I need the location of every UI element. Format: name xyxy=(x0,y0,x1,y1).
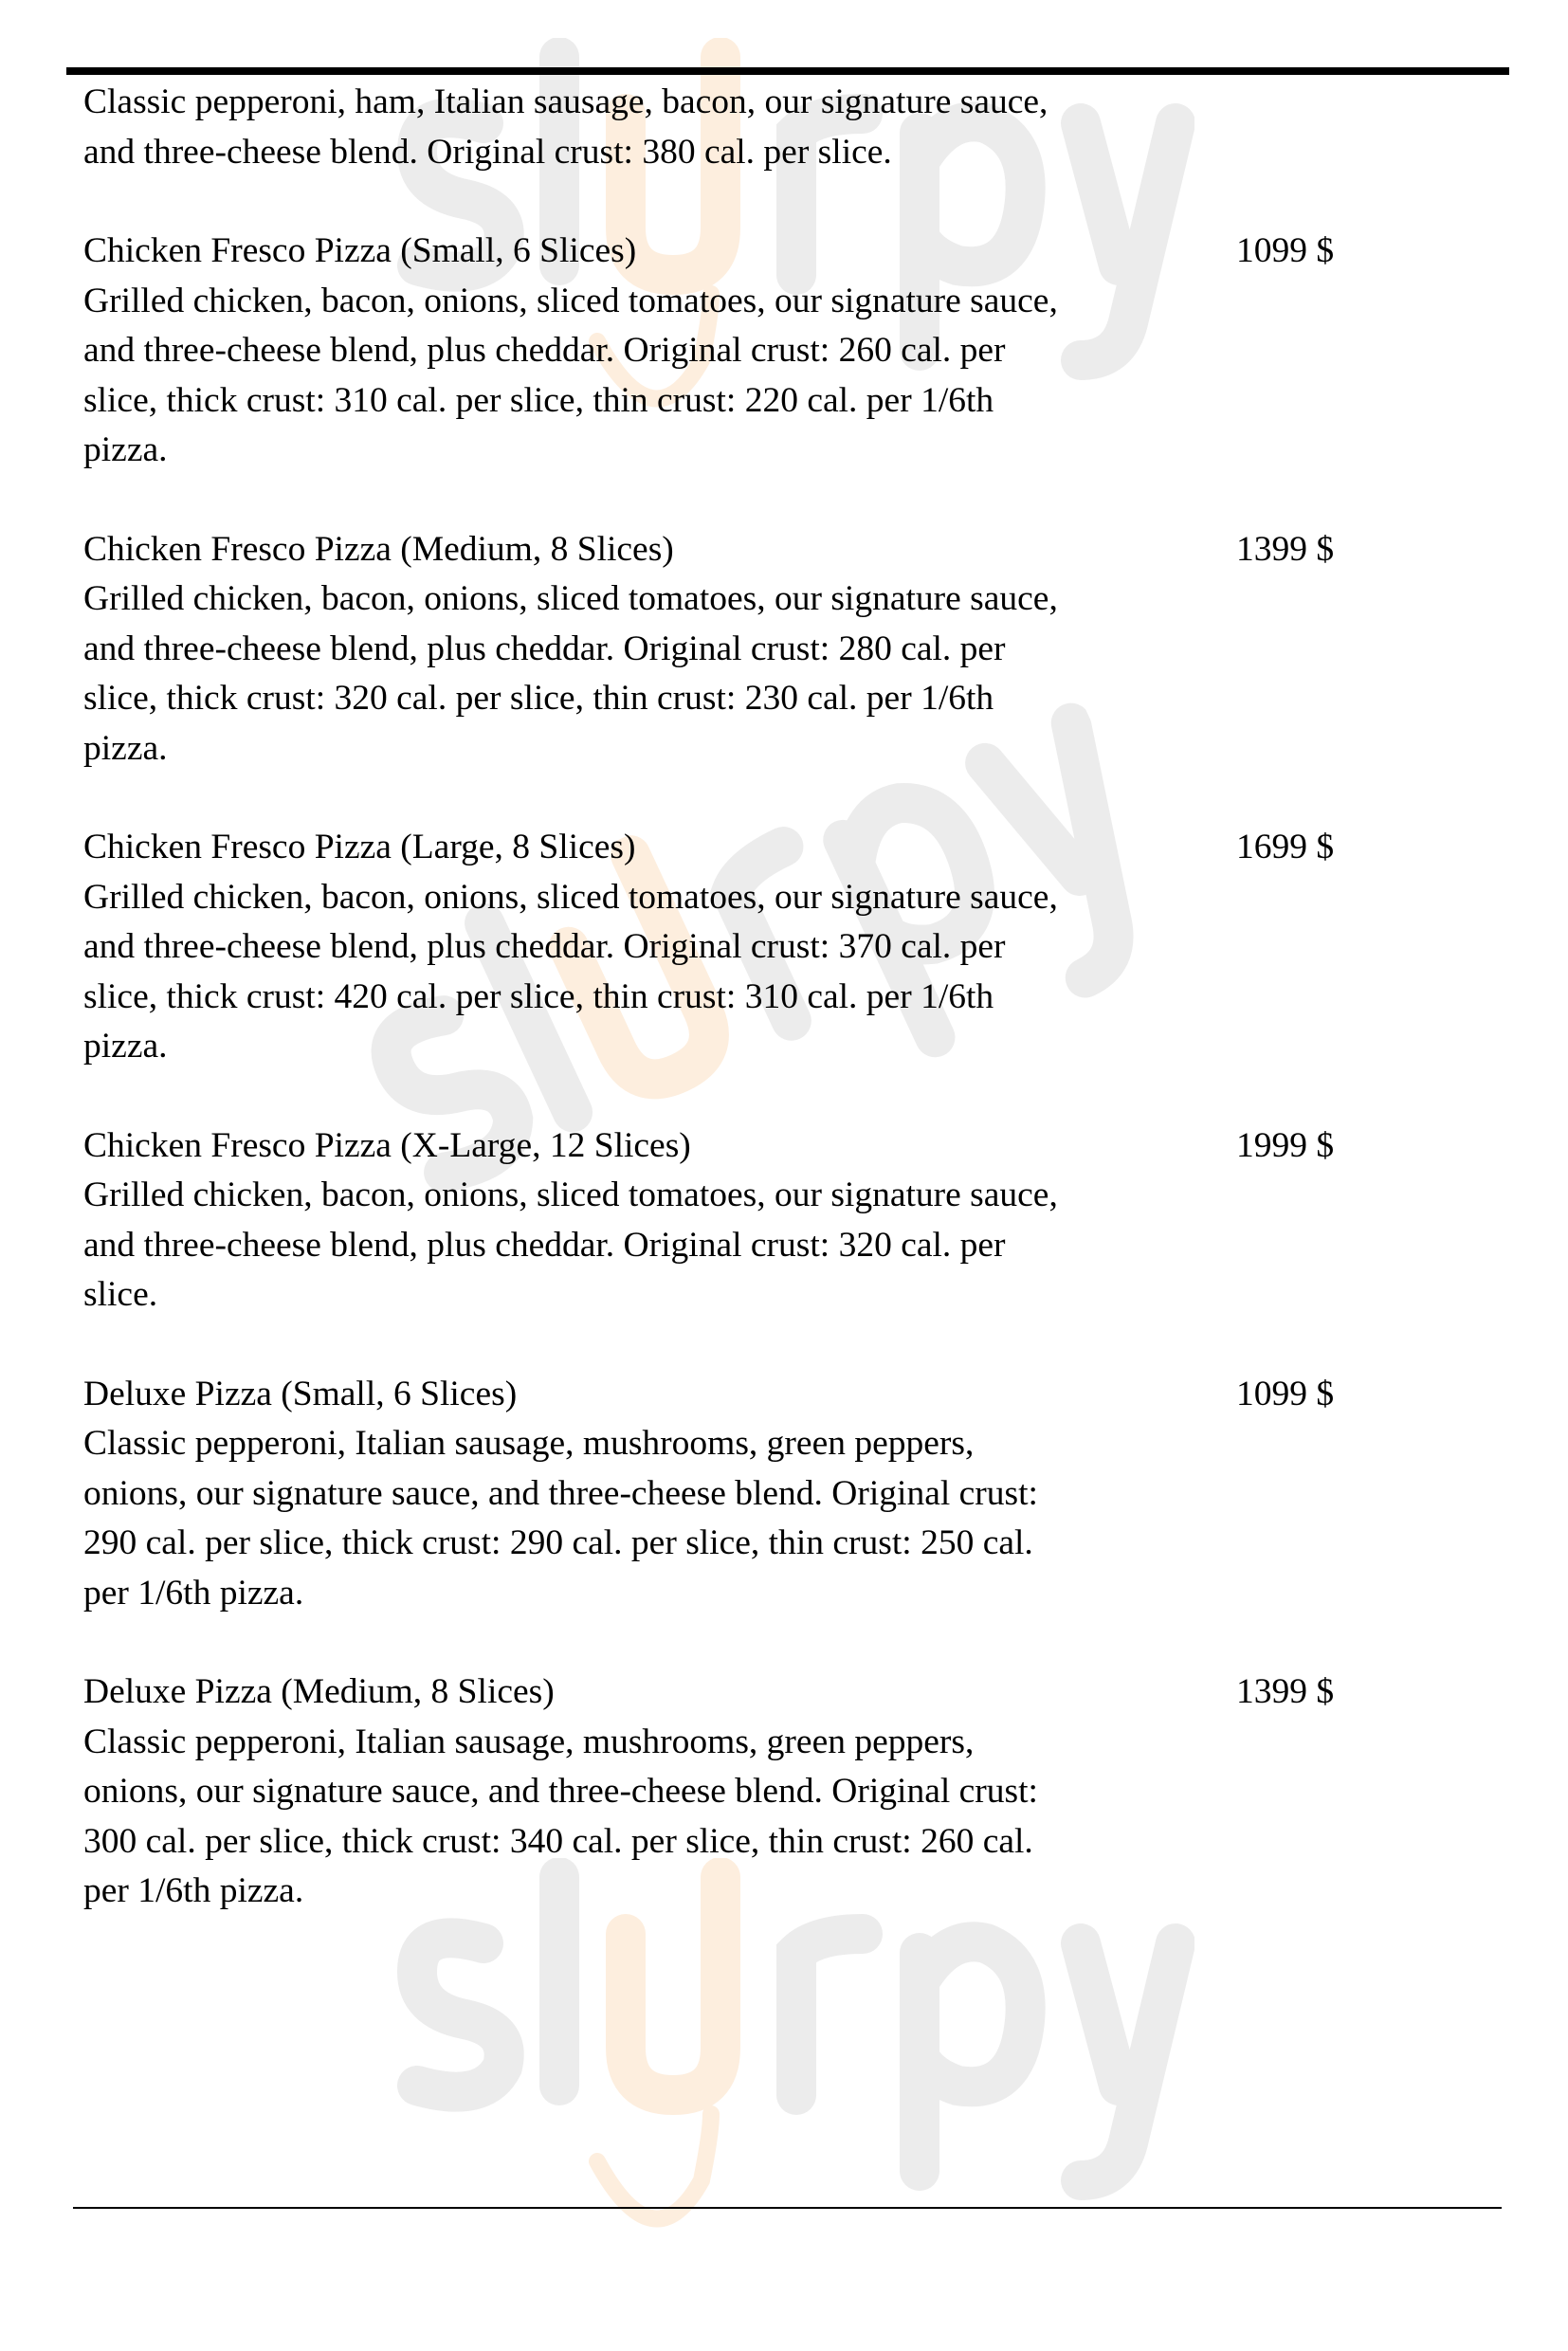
item-description-line: 290 cal. per slice, thick crust: 290 cal. per slice, thin crust: 250 cal. xyxy=(83,1523,1033,1562)
item-header xyxy=(83,1668,1505,1718)
item-header xyxy=(83,823,1505,873)
item-description-line: slice, thick crust: 320 cal. per slice, thin crust: 230 cal. per 1/6th xyxy=(83,679,994,718)
item-description-line: Grilled chicken, bacon, onions, sliced tomatoes, our signature sauce, xyxy=(83,877,1058,917)
item-price: 1399 $ xyxy=(1236,1672,1335,1711)
description-line: and three-cheese blend. Original crust: 380 cal. per slice. xyxy=(83,132,892,172)
item-description-line: Grilled chicken, bacon, onions, sliced tomatoes, our signature sauce, xyxy=(83,579,1058,618)
menu-item xyxy=(83,525,1505,775)
item-price: 1999 $ xyxy=(1236,1125,1335,1165)
item-description-line: pizza. xyxy=(83,1027,168,1066)
item-title: Deluxe Pizza (Medium, 8 Slices) xyxy=(83,1672,555,1711)
item-description-line: Grilled chicken, bacon, onions, sliced tomatoes, our signature sauce, xyxy=(83,1176,1058,1214)
item-title: Chicken Fresco Pizza (X-Large, 12 Slices) xyxy=(83,1125,691,1165)
intro-description xyxy=(83,78,1505,177)
item-description-line: Classic pepperoni, Italian sausage, mushrooms, green peppers, xyxy=(83,1722,975,1761)
menu-item xyxy=(83,1370,1505,1619)
item-description-line: 300 cal. per slice, thick crust: 340 cal. per slice, thin crust: 260 cal. xyxy=(83,1821,1033,1861)
item-description-line: Classic pepperoni, Italian sausage, mushrooms, green peppers, xyxy=(83,1424,975,1463)
item-description-line: per 1/6th pizza. xyxy=(83,1871,304,1910)
menu-list xyxy=(83,78,1505,1966)
item-description-line: slice. xyxy=(83,1275,158,1314)
item-header xyxy=(83,227,1505,277)
item-price: 1099 $ xyxy=(1236,1374,1335,1413)
menu-items xyxy=(83,227,1505,1917)
menu-item xyxy=(83,227,1505,476)
item-title: Chicken Fresco Pizza (Large, 8 Slices) xyxy=(83,828,636,866)
item-price: 1699 $ xyxy=(1236,828,1335,866)
item-description-line: and three-cheese blend, plus cheddar. Original crust: 280 cal. per xyxy=(83,629,1006,668)
description-line: Classic pepperoni, ham, Italian sausage, bacon, our signature sauce, xyxy=(83,82,1048,121)
item-description-line: onions, our signature sauce, and three-cheese blend. Original crust: xyxy=(83,1772,1038,1811)
item-header xyxy=(83,1370,1505,1420)
item-title: Chicken Fresco Pizza (Medium, 8 Slices) xyxy=(83,529,674,569)
item-description-line: per 1/6th pizza. xyxy=(83,1573,304,1613)
menu-item xyxy=(83,1668,1505,1917)
item-description-line: onions, our signature sauce, and three-cheese blend. Original crust: xyxy=(83,1473,1038,1513)
menu-item xyxy=(83,823,1505,1072)
item-title: Chicken Fresco Pizza (Small, 6 Slices) xyxy=(83,231,637,270)
item-description-line: pizza. xyxy=(83,728,168,768)
item-title: Deluxe Pizza (Small, 6 Slices) xyxy=(83,1374,518,1413)
item-description-line: and three-cheese blend, plus cheddar. Original crust: 370 cal. per xyxy=(83,927,1006,966)
item-description-line: and three-cheese blend, plus cheddar. Original crust: 320 cal. per xyxy=(83,1225,1006,1265)
item-price: 1099 $ xyxy=(1236,231,1335,270)
item-description-line: slice, thick crust: 420 cal. per slice, thin crust: 310 cal. per 1/6th xyxy=(83,976,994,1016)
item-description-line: and three-cheese blend, plus cheddar. Original crust: 260 cal. per xyxy=(83,331,1006,370)
top-divider xyxy=(66,67,1509,75)
item-header xyxy=(83,1121,1505,1172)
menu-item xyxy=(83,1121,1505,1321)
item-header xyxy=(83,525,1505,575)
item-description-line: pizza. xyxy=(83,430,168,469)
item-description-line: Grilled chicken, bacon, onions, sliced tomatoes, our signature sauce, xyxy=(83,281,1058,320)
bottom-divider xyxy=(73,2207,1502,2209)
item-price: 1399 $ xyxy=(1236,529,1335,569)
item-description-line: slice, thick crust: 310 cal. per slice, thin crust: 220 cal. per 1/6th xyxy=(83,380,994,420)
